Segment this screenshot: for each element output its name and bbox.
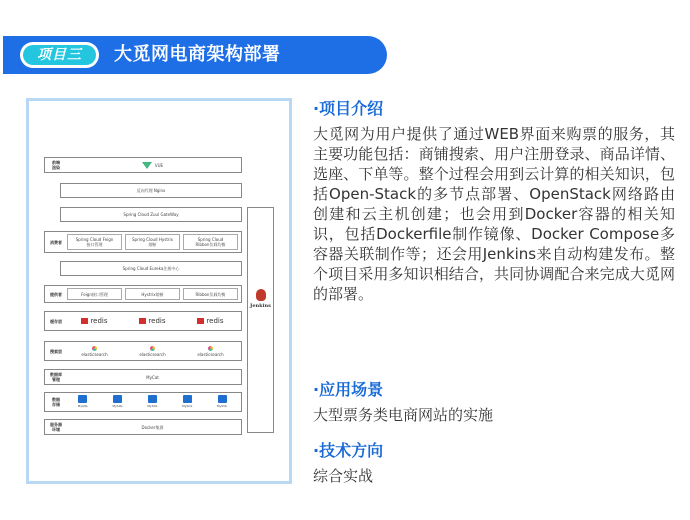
es-cell: elasticsearch xyxy=(183,344,238,358)
layer-tag: 数据 存储 xyxy=(52,397,60,407)
project-badge-label: 项目三 xyxy=(23,45,96,65)
layer-gateway: Spring Cloud Zuul GateWay xyxy=(60,207,242,222)
provider-cell: Hystrix熔断 xyxy=(125,288,180,300)
layer-storage xyxy=(44,392,242,412)
consumer-cell: Spring Cloud Hystrix 熔断 xyxy=(125,234,180,250)
provider-cell: Feign接口管理 xyxy=(67,288,122,300)
mysql-cell: MySQL xyxy=(206,395,238,409)
mysql-cell: MySQL xyxy=(102,395,134,409)
consumer-cell: Spring Cloud Ribbon负载均衡 xyxy=(183,234,238,250)
description-column xyxy=(313,98,675,485)
layer-tag: 消费者 xyxy=(50,239,62,245)
mysql-cell: MySQL xyxy=(137,395,169,409)
jenkins-label: Jenkins xyxy=(250,303,271,309)
layer-tag: 缓存层 xyxy=(50,318,62,324)
section-title: ·技术方向 xyxy=(313,441,384,460)
layer-tag: 提供者 xyxy=(50,291,62,297)
elasticsearch-icon xyxy=(150,346,155,351)
mysql-icon xyxy=(218,395,227,403)
jenkins-column xyxy=(247,207,274,433)
mysql-icon xyxy=(78,395,87,403)
architecture-diagram-frame xyxy=(26,98,292,484)
layer-cache xyxy=(44,311,242,331)
section-title: ·项目介绍 xyxy=(313,99,384,118)
provider-cell: Ribbon负载均衡 xyxy=(183,288,238,300)
layer-tag: 搜索层 xyxy=(50,348,62,354)
elasticsearch-icon xyxy=(208,346,213,351)
es-cell: elasticsearch xyxy=(67,344,122,358)
jenkins-icon xyxy=(256,289,266,301)
vue-logo-icon xyxy=(142,162,152,169)
section-intro xyxy=(313,98,675,364)
layer-registry: Spring Cloud Eureka注册中心 xyxy=(60,261,242,276)
vue-cell: VUE xyxy=(67,160,238,170)
redis-cell: redis xyxy=(67,314,122,328)
es-cell: elasticsearch xyxy=(125,344,180,358)
mysql-icon xyxy=(183,395,192,403)
layer-tag: 服务器 环境 xyxy=(50,422,62,432)
layer-search xyxy=(44,341,242,361)
header-banner xyxy=(3,36,387,74)
layer-provider xyxy=(44,285,242,303)
redis-icon xyxy=(197,318,204,324)
section-tech xyxy=(313,440,675,486)
layer-tag: 前端 渲染 xyxy=(52,160,60,170)
architecture-diagram xyxy=(44,149,274,439)
redis-cell: redis xyxy=(125,314,180,328)
mysql-cell: MySQL xyxy=(171,395,203,409)
section-scenario xyxy=(313,379,675,425)
section-body: 大觅网为用户提供了通过WEB界面来购票的服务，其主要功能包括：商铺搜索、用户注册登录、商品详情、选座、下单等。整个过程会用到云计算的相关知识，包括Open-Stack的多节点部署、OpenStack网络路由创建和云主机创建；也会用到Docker容器的相关知识，包括Dockerfile制作镜像、Docker Compose多容器关联制作等；还会用Jenkins来自动构建发布。整个项目采用多知识相结合，共同协调配合来完成大觅网的部署。 xyxy=(313,125,675,303)
section-body: 大型票务类电商网站的实施 xyxy=(313,406,494,424)
layer-tag: 数据库 管理 xyxy=(50,372,62,382)
layer-server-env xyxy=(44,419,242,435)
redis-icon xyxy=(139,318,146,324)
consumer-cell: Spring Cloud Feign 接口管理 xyxy=(67,234,122,250)
mysql-icon xyxy=(113,395,122,403)
mycat-cell: MyCat xyxy=(146,374,159,380)
project-badge xyxy=(20,42,99,68)
redis-icon xyxy=(81,318,88,324)
layer-consumer xyxy=(44,231,242,253)
elasticsearch-icon xyxy=(92,346,97,351)
layer-nginx: 反向代理 Nginx xyxy=(60,183,242,198)
redis-cell: redis xyxy=(183,314,238,328)
mysql-icon xyxy=(148,395,157,403)
page-title: 大觅网电商架构部署 xyxy=(114,44,281,65)
mysql-cell: MySQL xyxy=(67,395,99,409)
docker-cell: Docker集群 xyxy=(141,424,164,430)
layer-frontend xyxy=(44,157,242,173)
section-title: ·应用场景 xyxy=(313,380,384,399)
section-body: 综合实战 xyxy=(313,467,374,485)
layer-db-manage xyxy=(44,369,242,385)
